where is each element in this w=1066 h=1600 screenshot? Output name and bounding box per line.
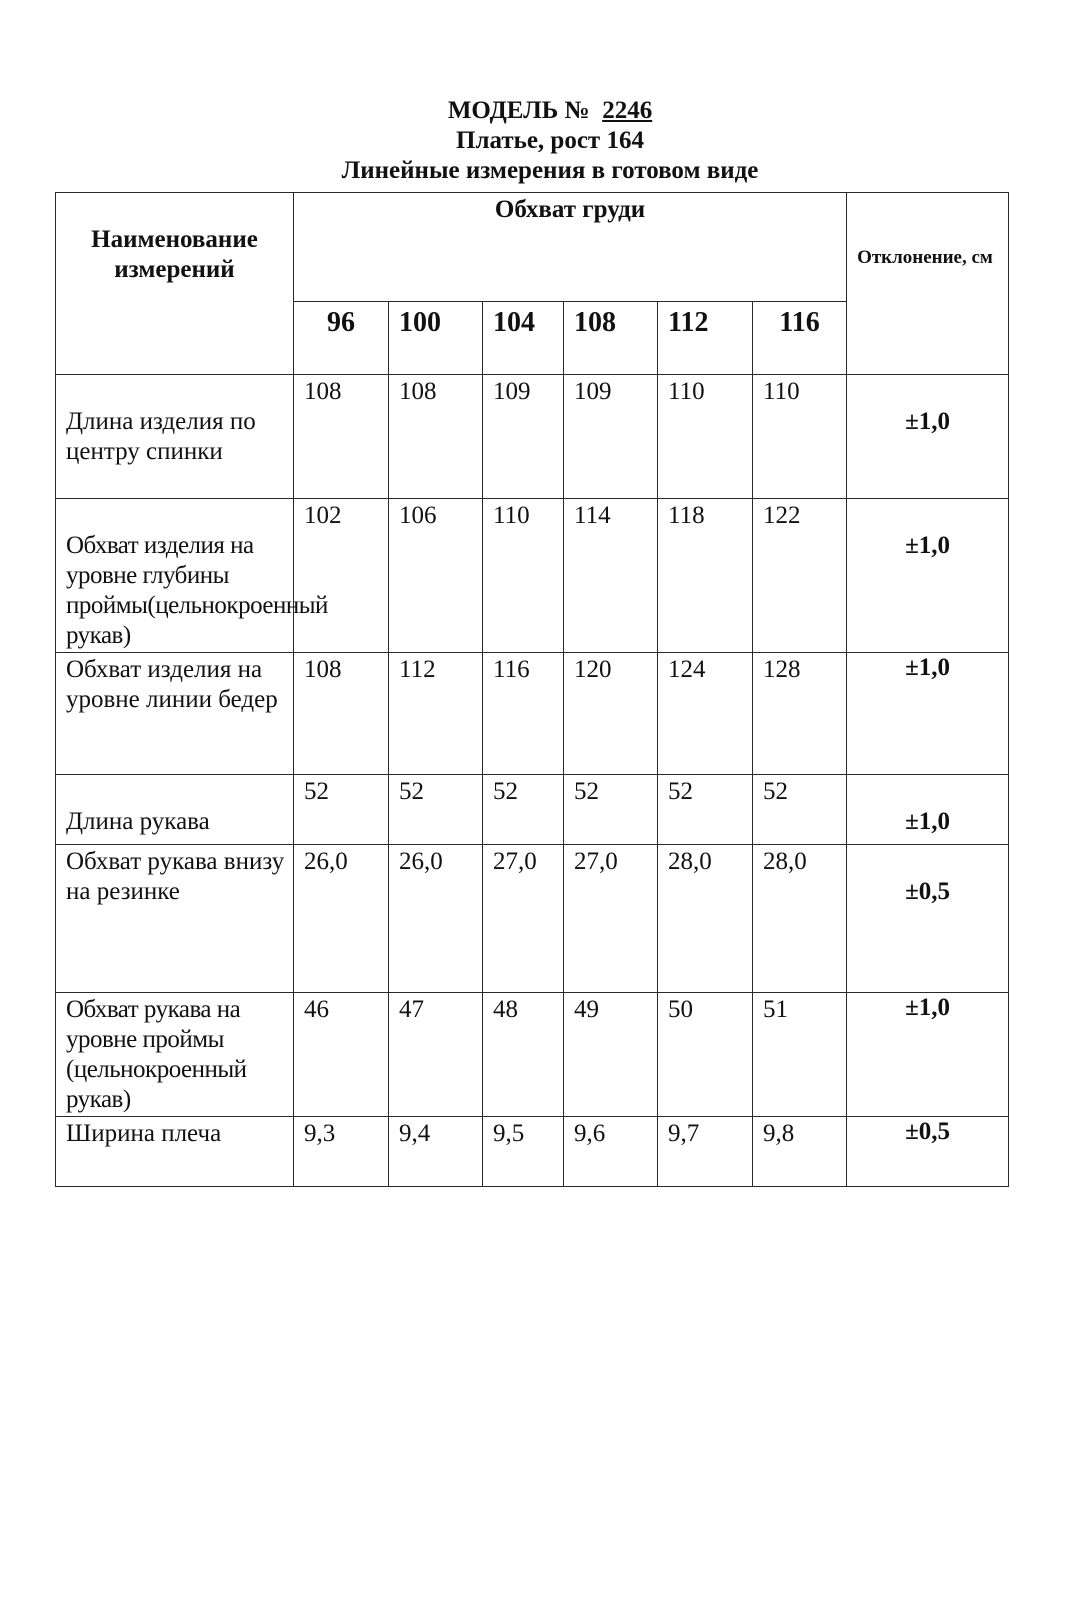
measurement-name-header: Наименование измерений bbox=[56, 193, 294, 375]
value-cell: 9,8 bbox=[753, 1117, 847, 1187]
chest-girth-header: Обхват груди bbox=[294, 193, 847, 302]
measurement-name: Длина изделия по центру спинки bbox=[56, 375, 294, 499]
value-cell: 116 bbox=[483, 653, 564, 775]
value-cell: 110 bbox=[658, 375, 753, 499]
value-cell: 28,0 bbox=[658, 845, 753, 993]
value-cell: 108 bbox=[389, 375, 483, 499]
value-cell: 124 bbox=[658, 653, 753, 775]
value-cell: 118 bbox=[658, 499, 753, 653]
document-header bbox=[0, 96, 1066, 186]
value-cell: 52 bbox=[753, 775, 847, 845]
value-cell: 109 bbox=[564, 375, 658, 499]
size-header: 112 bbox=[658, 302, 753, 375]
table-row bbox=[56, 375, 1009, 499]
value-cell: 102 bbox=[294, 499, 389, 653]
deviation-cell: ±0,5 bbox=[847, 845, 1009, 993]
value-cell: 27,0 bbox=[564, 845, 658, 993]
header-row bbox=[56, 193, 1009, 302]
value-cell: 51 bbox=[753, 993, 847, 1117]
deviation-cell: ±1,0 bbox=[847, 775, 1009, 845]
value-cell: 27,0 bbox=[483, 845, 564, 993]
model-number: 2246 bbox=[602, 97, 653, 124]
value-cell: 28,0 bbox=[753, 845, 847, 993]
measurement-name: Обхват рукава внизу на резинке bbox=[56, 845, 294, 993]
table-row bbox=[56, 775, 1009, 845]
value-cell: 128 bbox=[753, 653, 847, 775]
value-cell: 52 bbox=[483, 775, 564, 845]
size-header: 116 bbox=[753, 302, 847, 375]
deviation-cell: ±1,0 bbox=[847, 653, 1009, 775]
measurement-table bbox=[55, 192, 1009, 1187]
size-header: 108 bbox=[564, 302, 658, 375]
table-caption: Линейные измерения в готовом виде bbox=[341, 157, 759, 184]
deviation-cell: ±1,0 bbox=[847, 993, 1009, 1117]
size-header: 100 bbox=[389, 302, 483, 375]
model-label: МОДЕЛЬ № bbox=[447, 97, 590, 124]
value-cell: 122 bbox=[753, 499, 847, 653]
value-cell: 26,0 bbox=[294, 845, 389, 993]
size-header: 96 bbox=[294, 302, 389, 375]
deviation-header-spacer bbox=[847, 302, 1009, 375]
value-cell: 108 bbox=[294, 653, 389, 775]
deviation-header: Отклонение, см bbox=[847, 193, 1009, 302]
value-cell: 52 bbox=[389, 775, 483, 845]
value-cell: 9,6 bbox=[564, 1117, 658, 1187]
deviation-cell: ±1,0 bbox=[847, 375, 1009, 499]
table-row bbox=[56, 845, 1009, 993]
table-row bbox=[56, 993, 1009, 1117]
size-header: 104 bbox=[483, 302, 564, 375]
value-cell: 9,3 bbox=[294, 1117, 389, 1187]
value-cell: 52 bbox=[658, 775, 753, 845]
value-cell: 26,0 bbox=[389, 845, 483, 993]
model-title bbox=[0, 96, 1066, 126]
value-cell: 9,4 bbox=[389, 1117, 483, 1187]
measurement-name: Обхват изделия на уровне глубины проймы(цельнокроенный рукав) bbox=[56, 499, 294, 653]
value-cell: 109 bbox=[483, 375, 564, 499]
measurement-name: Обхват рукава на уровне проймы (цельнокроенный рукав) bbox=[56, 993, 294, 1117]
measurement-name: Обхват изделия на уровне линии бедер bbox=[56, 653, 294, 775]
value-cell: 52 bbox=[564, 775, 658, 845]
table-row bbox=[56, 1117, 1009, 1187]
deviation-cell: ±1,0 bbox=[847, 499, 1009, 653]
value-cell: 110 bbox=[753, 375, 847, 499]
value-cell: 48 bbox=[483, 993, 564, 1117]
value-cell: 106 bbox=[389, 499, 483, 653]
value-cell: 46 bbox=[294, 993, 389, 1117]
product-subtitle: Платье, рост 164 bbox=[456, 127, 644, 154]
value-cell: 114 bbox=[564, 499, 658, 653]
value-cell: 47 bbox=[389, 993, 483, 1117]
value-cell: 50 bbox=[658, 993, 753, 1117]
value-cell: 52 bbox=[294, 775, 389, 845]
measurement-name: Длина рукава bbox=[56, 775, 294, 845]
value-cell: 112 bbox=[389, 653, 483, 775]
value-cell: 108 bbox=[294, 375, 389, 499]
value-cell: 110 bbox=[483, 499, 564, 653]
value-cell: 9,7 bbox=[658, 1117, 753, 1187]
table-row bbox=[56, 653, 1009, 775]
deviation-cell: ±0,5 bbox=[847, 1117, 1009, 1187]
measurement-name: Ширина плеча bbox=[56, 1117, 294, 1187]
value-cell: 9,5 bbox=[483, 1117, 564, 1187]
value-cell: 120 bbox=[564, 653, 658, 775]
table-row bbox=[56, 499, 1009, 653]
value-cell: 49 bbox=[564, 993, 658, 1117]
